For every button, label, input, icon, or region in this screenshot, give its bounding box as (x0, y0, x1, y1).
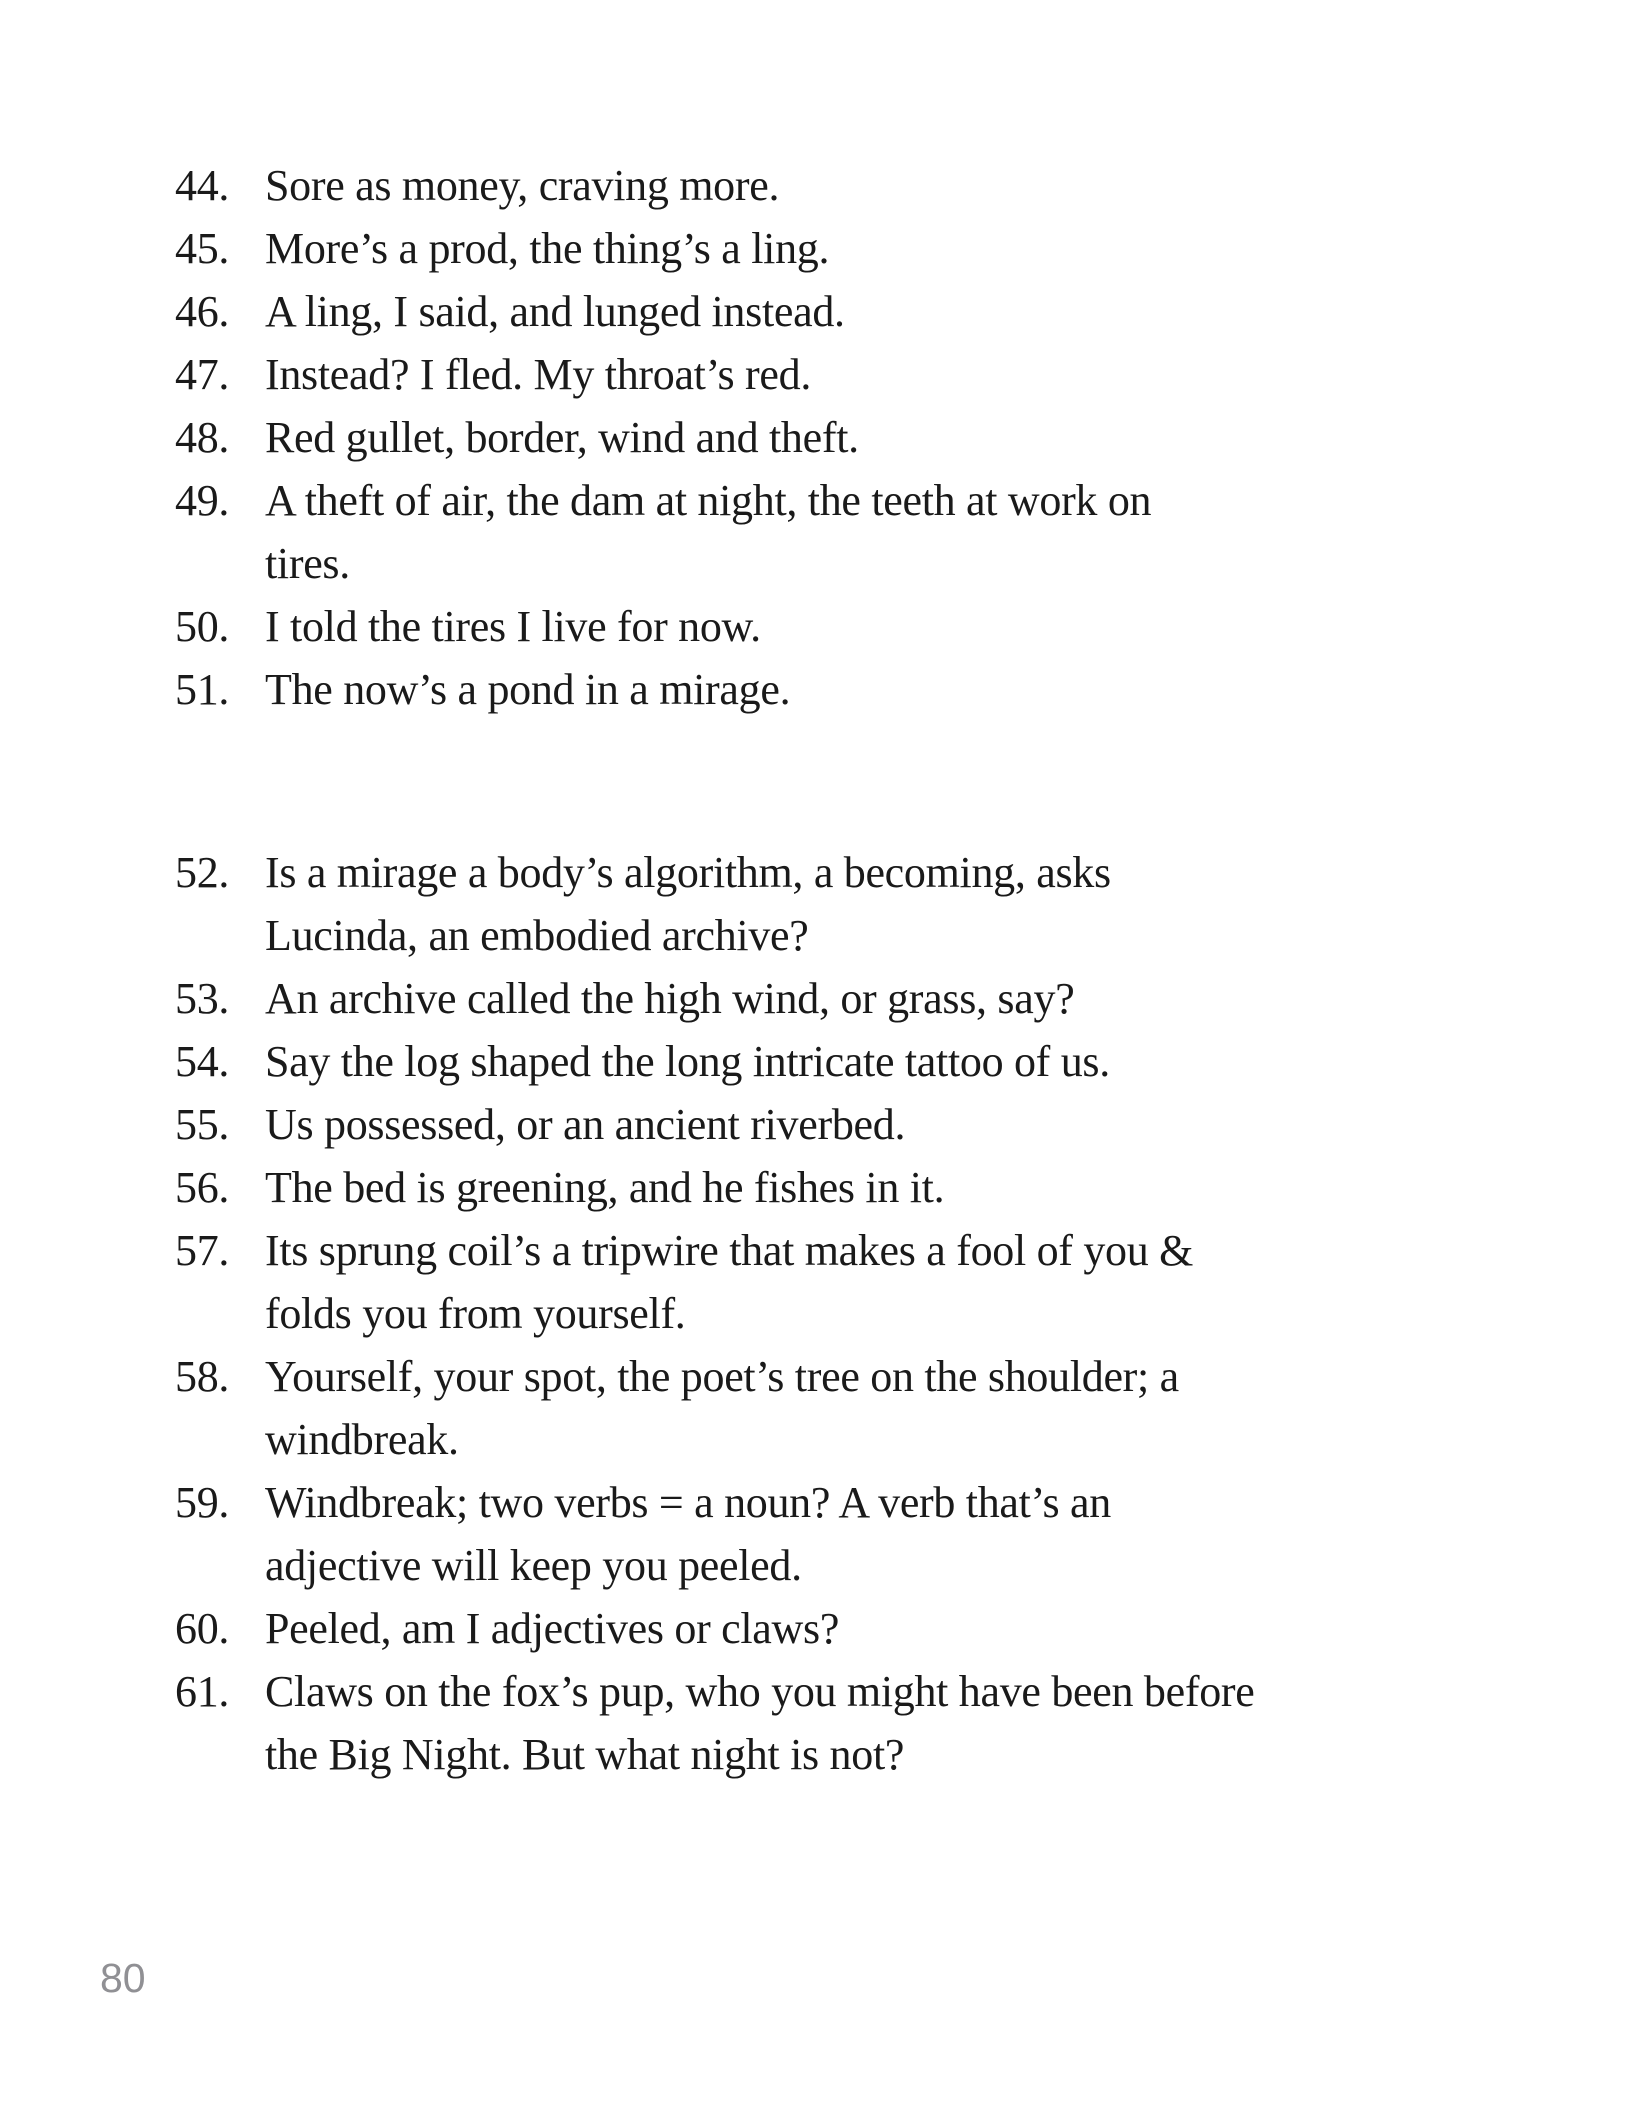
list-item (175, 1219, 1254, 1345)
list-item-text (265, 1219, 1193, 1345)
poem-line: Claws on the fox’s pup, who you might have been before (265, 1667, 1255, 1716)
list-item-text (265, 469, 1151, 595)
list-item-text (265, 343, 811, 406)
list-item (175, 967, 1254, 1030)
list-item (175, 406, 1254, 469)
list-item-number: 52. (175, 848, 230, 897)
list-item (175, 658, 1254, 721)
poem-line: The bed is greening, and he fishes in it. (265, 1163, 945, 1212)
list-item-text (265, 595, 761, 658)
page-number: 80 (100, 1955, 146, 2001)
poem-line: Instead? I fled. My throat’s red. (265, 350, 812, 399)
list-item (175, 154, 1254, 217)
list-item-text (265, 1156, 944, 1219)
poem-line: Us possessed, or an ancient riverbed. (265, 1100, 906, 1149)
list-item-text (265, 280, 845, 343)
list-item-text (265, 154, 779, 217)
poem-line: An archive called the high wind, or grass, say? (265, 974, 1075, 1023)
list-item (175, 841, 1254, 967)
poem-line: Red gullet, border, wind and theft. (265, 413, 859, 462)
list-item-text (265, 841, 1111, 967)
list-item-number: 51. (175, 665, 230, 714)
list-item-number: 56. (175, 1163, 230, 1212)
poem-line: Yourself, your spot, the poet’s tree on the shoulder; a (265, 1352, 1179, 1401)
list-item-text (265, 1597, 839, 1660)
list-item-number: 47. (175, 350, 230, 399)
poem-list (175, 154, 1254, 1786)
list-item-text (265, 1660, 1254, 1786)
list-item-text (265, 217, 829, 280)
list-item-number: 57. (175, 1226, 230, 1275)
list-item (175, 280, 1254, 343)
list-item (175, 343, 1254, 406)
poem-line: Is a mirage a body’s algorithm, a becoming, asks (265, 848, 1111, 897)
list-item (175, 469, 1254, 595)
list-item (175, 1471, 1254, 1597)
list-item-number: 49. (175, 476, 230, 525)
list-item-number: 46. (175, 287, 230, 336)
list-item-text (265, 1093, 905, 1156)
list-item-number: 58. (175, 1352, 230, 1401)
list-item-number: 53. (175, 974, 230, 1023)
poem-line: More’s a prod, the thing’s a ling. (265, 224, 830, 273)
poem-line: A ling, I said, and lunged instead. (265, 287, 845, 336)
list-item (175, 1597, 1254, 1660)
list-item-text (265, 1345, 1179, 1471)
poem-line: Sore as money, craving more. (265, 161, 780, 210)
poem-line: adjective will keep you peeled. (265, 1541, 802, 1590)
poem-line: Peeled, am I adjectives or claws? (265, 1604, 840, 1653)
list-item (175, 595, 1254, 658)
list-item (175, 1660, 1254, 1786)
list-item-number: 45. (175, 224, 230, 273)
list-item-text (265, 1471, 1111, 1597)
list-item-number: 60. (175, 1604, 230, 1653)
list-item (175, 1093, 1254, 1156)
list-item-text (265, 658, 790, 721)
poem-line: Say the log shaped the long intricate tattoo of us. (265, 1037, 1110, 1086)
poem-line: Windbreak; two verbs = a noun? A verb that’s an (265, 1478, 1111, 1527)
poem-line: windbreak. (265, 1415, 459, 1464)
list-item (175, 217, 1254, 280)
poem-line: I told the tires I live for now. (265, 602, 761, 651)
list-item-number: 61. (175, 1667, 230, 1716)
list-item-number: 44. (175, 161, 230, 210)
list-item-number: 50. (175, 602, 230, 651)
list-item-text (265, 1030, 1110, 1093)
list-item-text (265, 967, 1074, 1030)
list-item (175, 1345, 1254, 1471)
poem-line: The now’s a pond in a mirage. (265, 665, 791, 714)
poem-line: folds you from yourself. (265, 1289, 686, 1338)
list-item-text (265, 406, 859, 469)
poem-line: A theft of air, the dam at night, the teeth at work on (265, 476, 1152, 525)
list-item-number: 59. (175, 1478, 230, 1527)
poem-line: Lucinda, an embodied archive? (265, 911, 809, 960)
list-item-number: 55. (175, 1100, 230, 1149)
list-item-number: 54. (175, 1037, 230, 1086)
list-item (175, 1030, 1254, 1093)
poem-line: Its sprung coil’s a tripwire that makes a fool of you & (265, 1226, 1194, 1275)
list-item-number: 48. (175, 413, 230, 462)
poem-line: tires. (265, 539, 350, 588)
list-item (175, 1156, 1254, 1219)
poem-line: the Big Night. But what night is not? (265, 1730, 905, 1779)
